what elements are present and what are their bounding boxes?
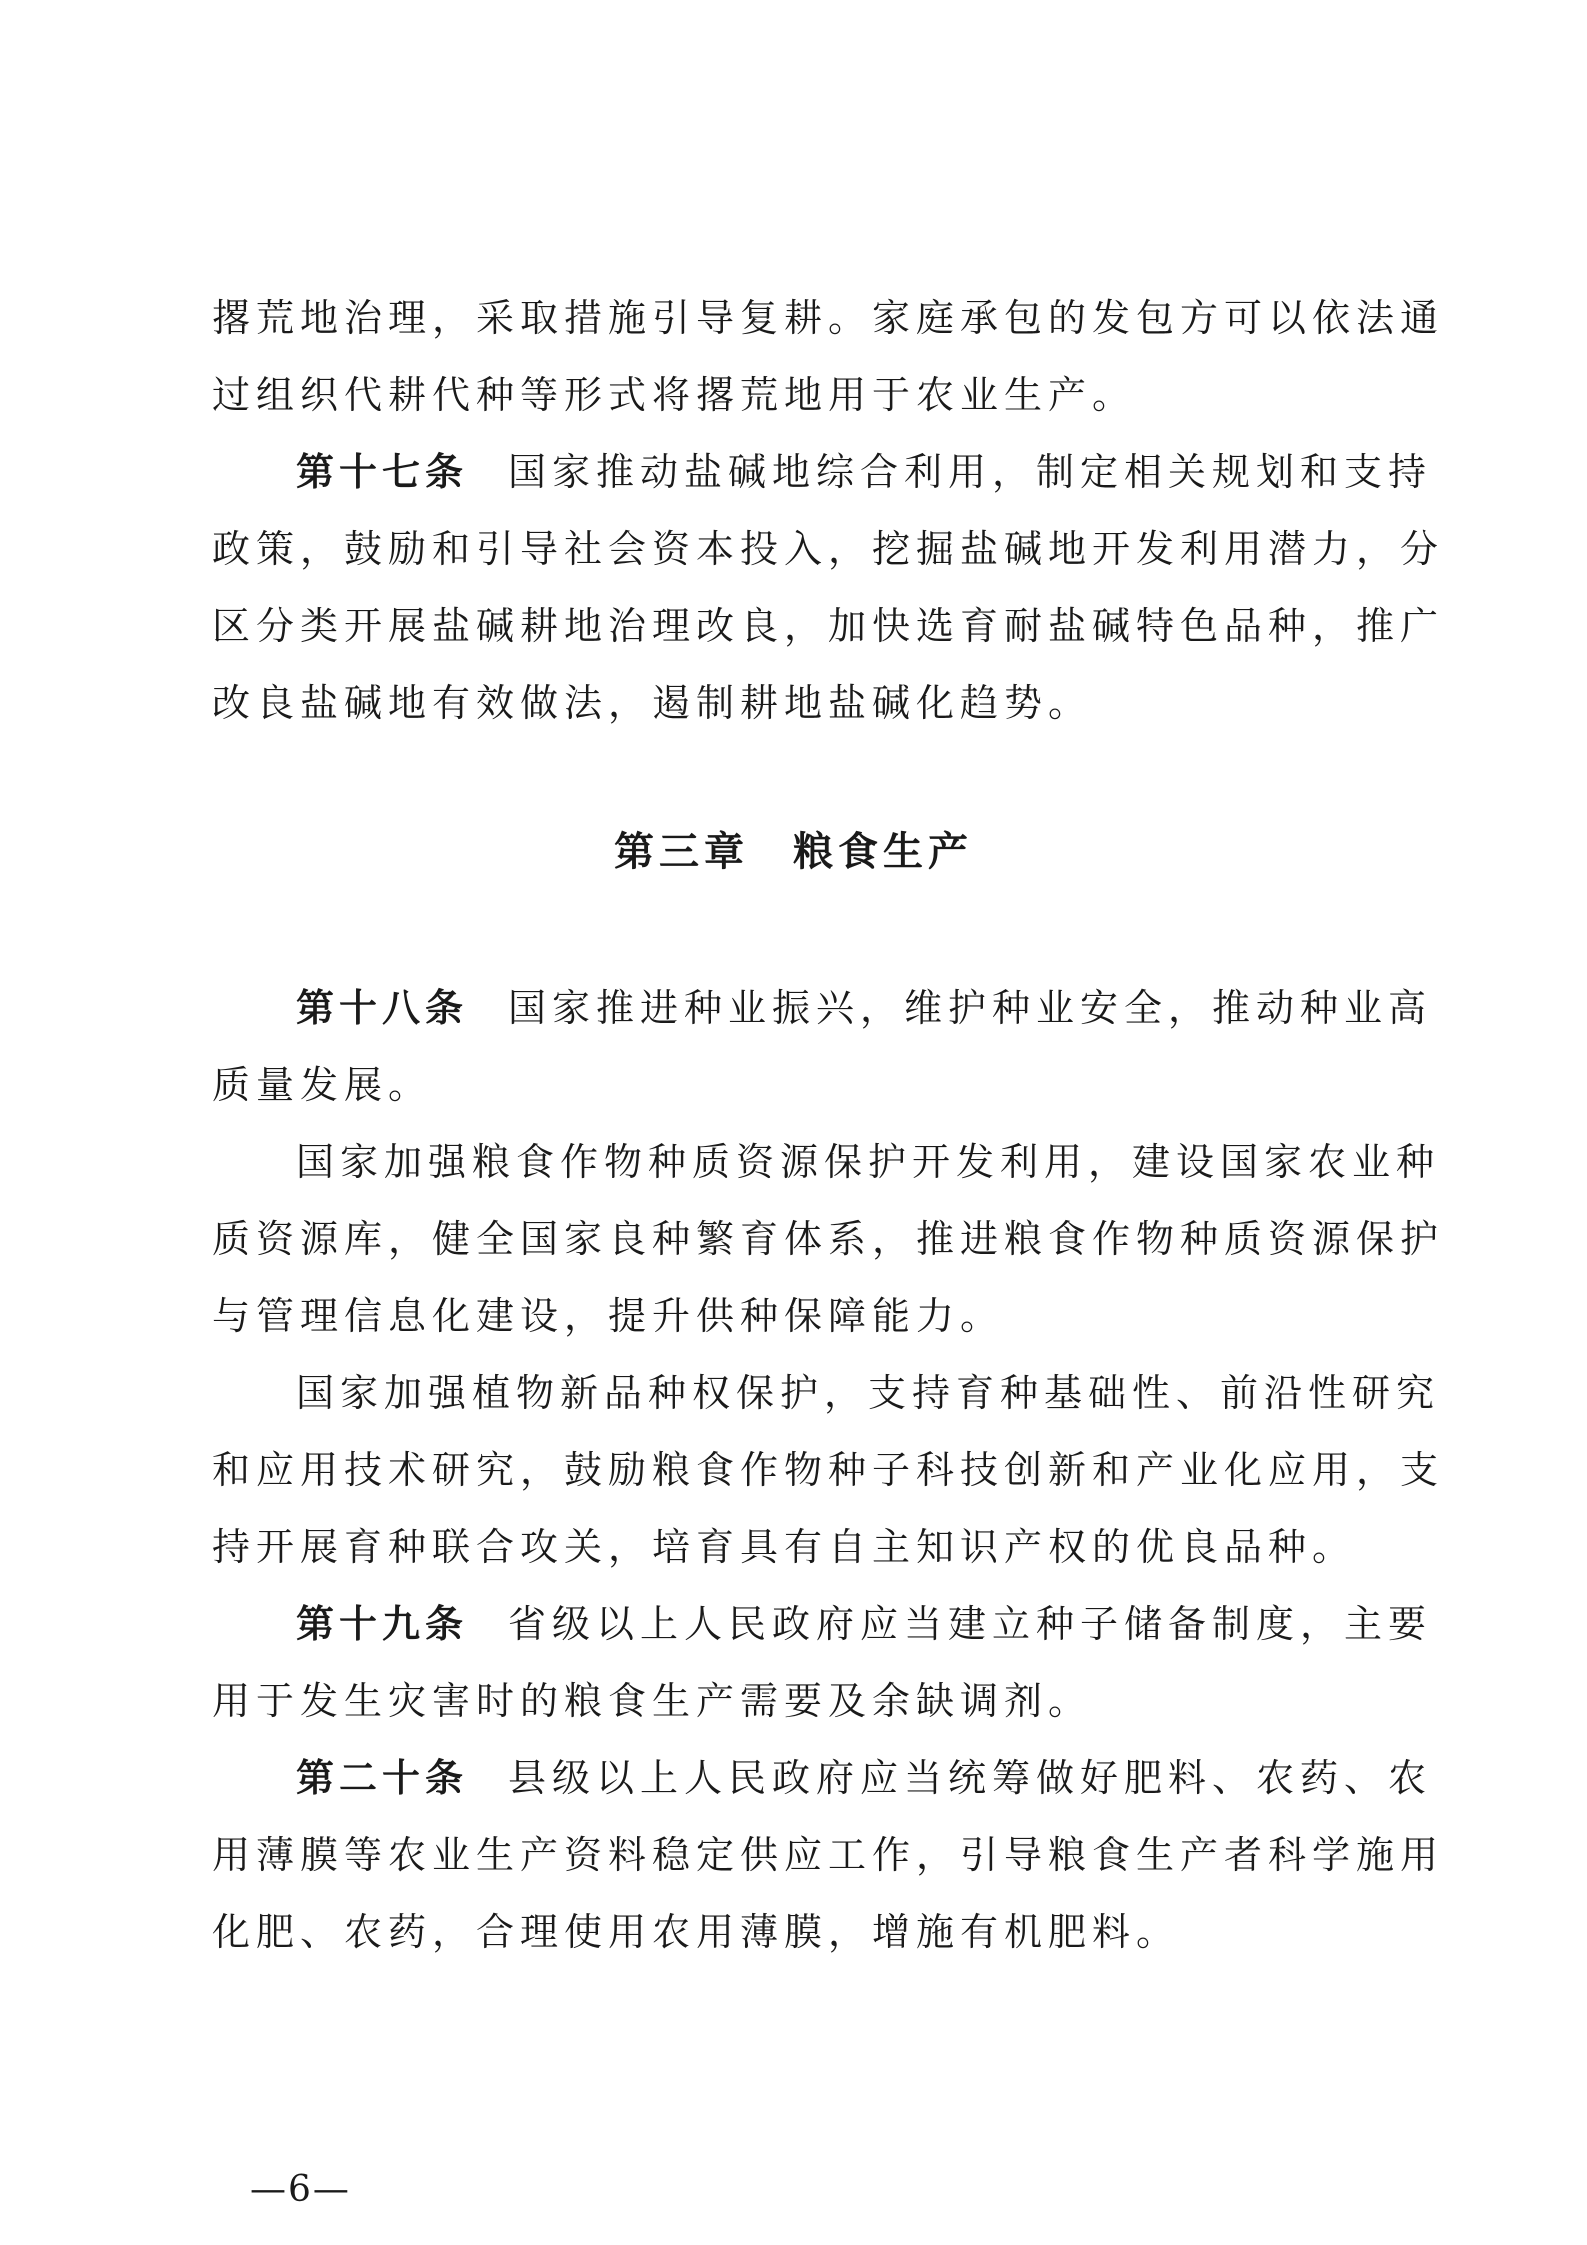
article-text: 省级以上人民政府应当建立种子储备制度，主要 [508, 1602, 1433, 1646]
text-line: 区分类开展盐碱耕地治理改良，加快选育耐盐碱特色品种，推广 [212, 604, 1445, 648]
paragraph-first-line: 国家加强植物新品种权保护，支持育种基础性、前沿性研究 [296, 1371, 1441, 1415]
article-first-line [212, 1586, 1433, 1663]
text-line: 与管理信息化建设，提升供种保障能力。 [212, 1294, 1005, 1338]
article-title: 第二十条 [296, 1756, 469, 1800]
page-number: —6— [250, 2169, 351, 2210]
text-line: 撂荒地治理，采取措施引导复耕。家庭承包的发包方可以依法通 [212, 296, 1445, 340]
continuation-paragraph [212, 280, 1445, 434]
text-line: 改良盐碱地有效做法，遏制耕地盐碱化趋势。 [212, 681, 1093, 725]
article-title: 第十九条 [296, 1602, 469, 1646]
chapter-title: 粮食生产 [793, 829, 973, 875]
text-line: 化肥、农药，合理使用农用薄膜，增施有机肥料。 [212, 1910, 1181, 1954]
text-line: 政策，鼓励和引导社会资本投入，挖掘盐碱地开发利用潜力，分 [212, 527, 1445, 571]
article-first-line [212, 970, 1433, 1047]
article-first-line [212, 1740, 1433, 1817]
text-line: 过组织代耕代种等形式将撂荒地用于农业生产。 [212, 373, 1137, 417]
article-text: 国家推动盐碱地综合利用，制定相关规划和支持 [508, 450, 1433, 494]
article-17 [212, 434, 1445, 742]
text-line: 质资源库，健全国家良种繁育体系，推进粮食作物种质资源保护 [212, 1217, 1445, 1261]
article-19 [212, 1586, 1433, 1740]
article-title: 第十七条 [296, 450, 469, 494]
paragraph-first-line: 国家加强粮食作物种质资源保护开发利用，建设国家农业种 [296, 1140, 1441, 1184]
chapter-number: 第三章 [614, 829, 749, 875]
text-line: 和应用技术研究，鼓励粮食作物种子科技创新和产业化应用，支 [212, 1448, 1445, 1492]
article-first-line [212, 434, 1433, 511]
text-line: 持开展育种联合攻关，培育具有自主知识产权的优良品种。 [212, 1525, 1357, 1569]
article-20 [212, 1740, 1445, 1971]
text-line: 用于发生灾害时的粮食生产需要及余缺调剂。 [212, 1679, 1093, 1723]
chapter-heading [0, 822, 1587, 882]
text-line: 质量发展。 [212, 1063, 433, 1107]
article-text: 国家推进种业振兴，维护种业安全，推动种业高 [508, 986, 1433, 1030]
text-line: 用薄膜等农业生产资料稳定供应工作，引导粮食生产者科学施用 [212, 1833, 1445, 1877]
article-title: 第十八条 [296, 986, 469, 1030]
article-text: 县级以上人民政府应当统筹做好肥料、农药、农 [508, 1756, 1433, 1800]
article-18 [212, 970, 1445, 1586]
